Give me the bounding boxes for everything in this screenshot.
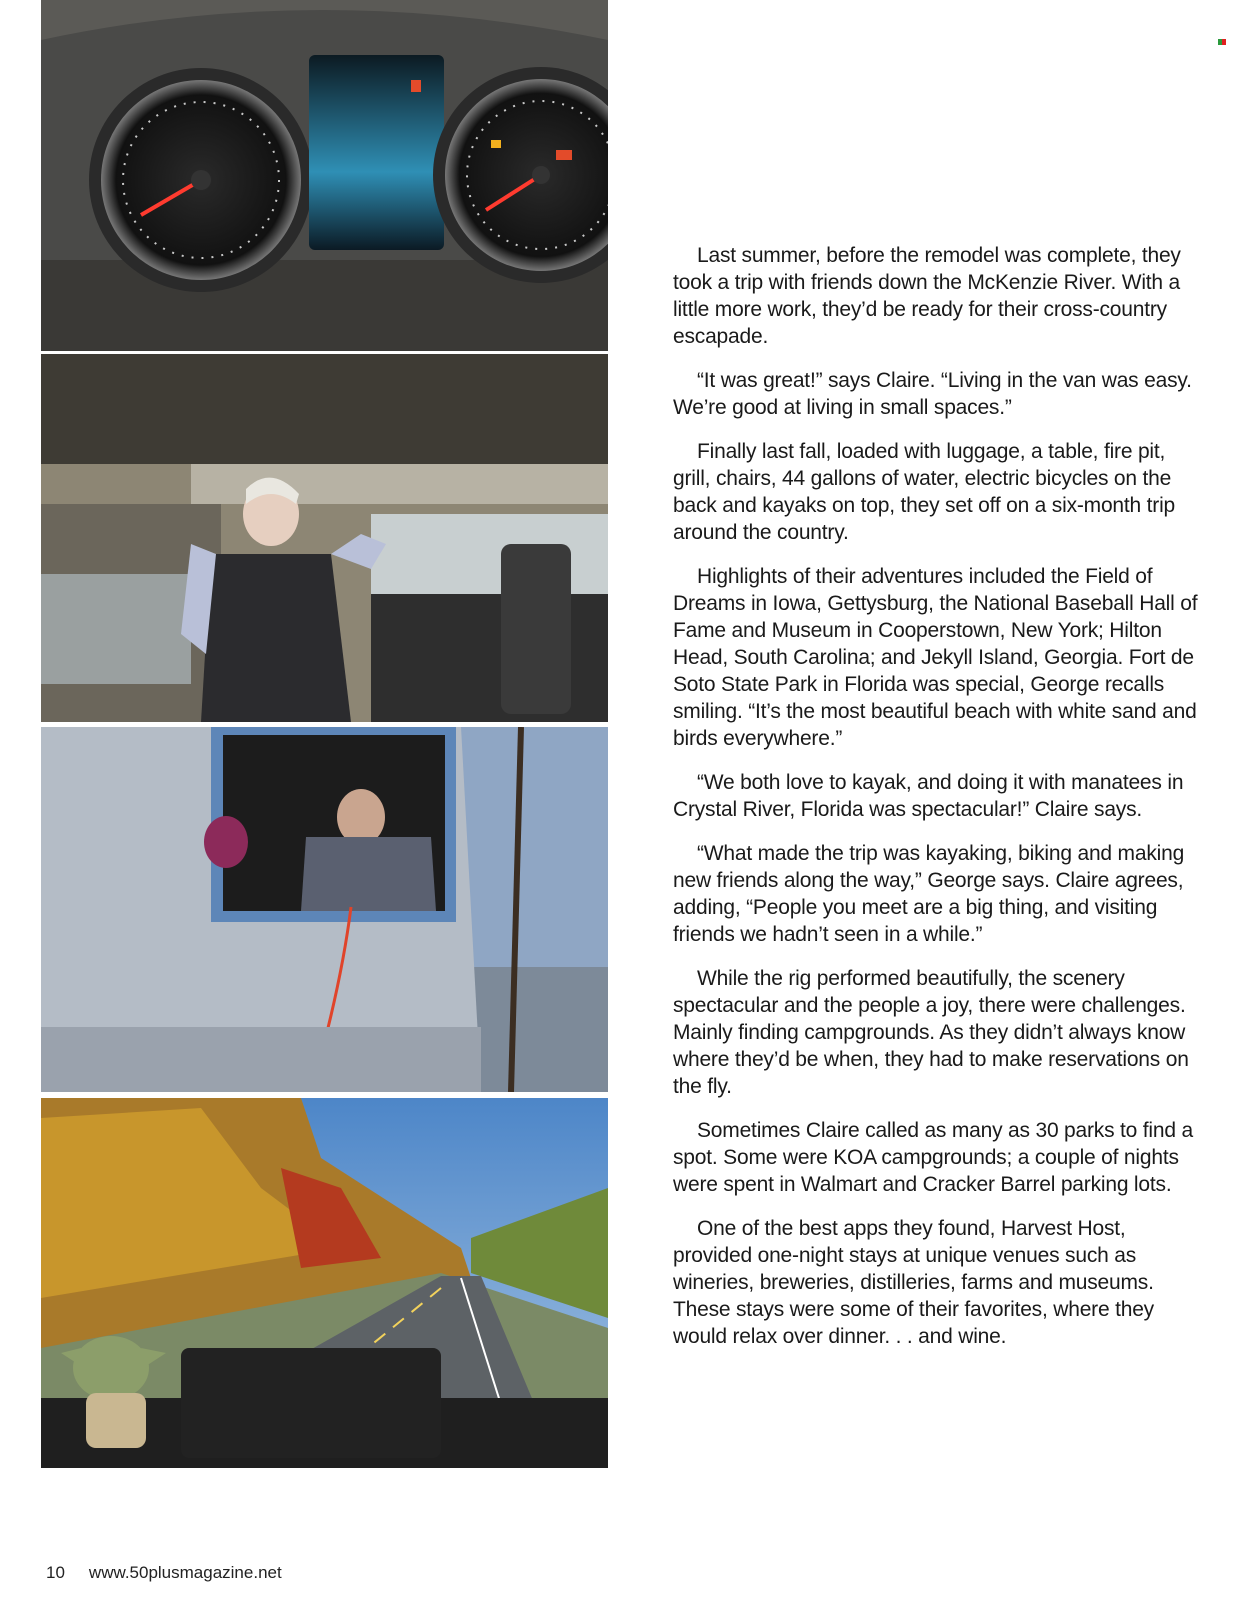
article-paragraph: “It was great!” says Claire. “Living in the van was easy. We’re good at living in small spaces.” [673, 369, 1192, 419]
article-body [673, 242, 1208, 1367]
article-paragraph: “We both love to kayak, and doing it with manatees in Crystal River, Florida was spectacular!” Claire says. [673, 771, 1184, 821]
article-paragraph: One of the best apps they found, Harvest Host, provided one-night stays at unique venues such as wineries, breweries, distilleries, farms and museums. These stays were some of their favorites, where they would relax over dinner. . . and wine. [673, 1217, 1154, 1348]
corner-color-mark [1218, 32, 1226, 38]
page-footer [46, 1563, 282, 1583]
road-trip-photo [41, 1098, 608, 1468]
article-paragraph: “What made the trip was kayaking, biking and making new friends along the way,” George says. Claire agrees, adding, “People you meet are a big thing, and visiting friends we hadn’t seen in a while.” [673, 842, 1185, 946]
van-window-photo [41, 727, 608, 1092]
article-paragraph: Finally last fall, loaded with luggage, a table, fire pit, grill, chairs, 44 gallons of water, electric bicycles on the back and kayaks on top, they set off on a six-month trip around the country. [673, 440, 1176, 544]
website-link[interactable]: www.50plusmagazine.net [88, 1563, 282, 1582]
article-paragraph: Highlights of their adventures included the Field of Dreams in Iowa, Gettysburg, the National Baseball Hall of Fame and Museum in Cooperstown, New York; Hilton Head, South Carolina; and Jekyll Island, Georgia. Fort de Soto State Park in Florida was special, George recalls smiling. “It’s the most beautiful beach with white sand and birds everywhere.” [673, 565, 1198, 750]
article-paragraph: While the rig performed beautifully, the scenery spectacular and the people a joy, there were challenges. Mainly finding campgrounds. As they didn’t always know where they’d be when, they had to make reservations on the fly. [673, 967, 1189, 1098]
dashboard-photo [41, 0, 608, 351]
van-interior-photo [41, 354, 608, 722]
article-paragraph: Sometimes Claire called as many as 30 parks to find a spot. Some were KOA campgrounds; a couple of nights were spent in Walmart and Cracker Barrel parking lots. [673, 1119, 1193, 1196]
article-paragraph: Last summer, before the remodel was complete, they took a trip with friends down the McKenzie River. With a little more work, they’d be ready for their cross-country escapade. [673, 244, 1181, 348]
page-number: 10 [46, 1563, 65, 1582]
